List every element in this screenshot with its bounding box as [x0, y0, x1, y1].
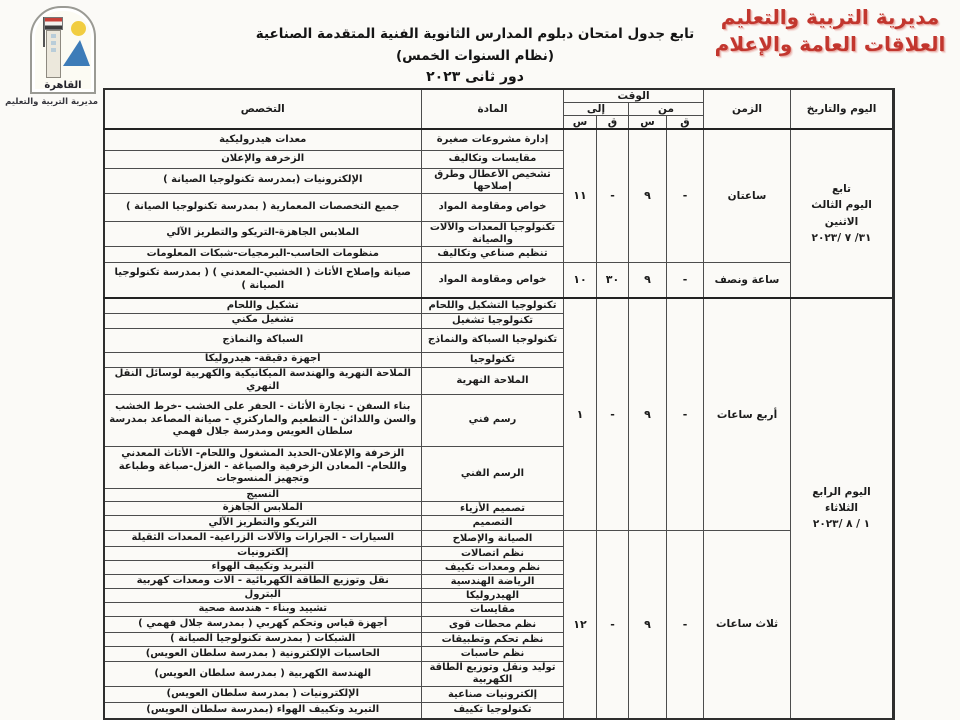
specialization-cell: صيانة وإصلاح الأثاث ( الخشبي-المعدني ) ( بمدرسة تكنولوجيا الصيانة ) — [104, 262, 422, 298]
subject-cell: إدارة مشروعات صغيرة — [422, 129, 564, 150]
building-icon — [46, 30, 61, 78]
day-date-cell — [791, 298, 894, 719]
sun-icon — [71, 21, 86, 36]
day-line: ٣١/ ٧ /٢٠٢٣ — [811, 231, 872, 244]
subject-cell: نظم محطات قوى — [422, 617, 564, 633]
col-header-from-hour: س — [629, 116, 667, 130]
time-to-hour-cell: ١٠ — [564, 262, 597, 298]
time-from-hour-cell: ٩ — [629, 531, 667, 719]
time-to-minute-cell: - — [597, 298, 629, 531]
subject-cell: تكنولوجيا التشكيل واللحام — [422, 298, 564, 313]
day-line: تابع — [831, 182, 851, 195]
document-title — [240, 24, 710, 85]
col-header-duration: الزمن — [704, 89, 791, 129]
duration-cell: أربع ساعات — [704, 298, 791, 531]
specialization-cell: الشبكات ( بمدرسة تكنولوجيا الصيانة ) — [104, 633, 422, 647]
duration-cell: ساعتان — [704, 129, 791, 262]
subject-cell: تكنولوجيا تكييف — [422, 703, 564, 719]
subject-cell: تكنولوجيا — [422, 352, 564, 367]
col-header-to-minute: ق — [597, 116, 629, 130]
col-header-time: الوقت — [564, 89, 704, 103]
subject-cell: إلكترونيات صناعية — [422, 687, 564, 703]
subject-cell: تكنولوجيا تشغيل — [422, 313, 564, 328]
col-header-to-hour: س — [564, 116, 597, 130]
time-to-minute-cell: ٣٠ — [597, 262, 629, 298]
subject-cell: نظم تحكم وتطبيقات — [422, 633, 564, 647]
title-line2: دور ثانى ٢٠٢٣ — [426, 69, 524, 86]
subject-cell: تشخيص الأعطال وطرق إصلاحها — [422, 168, 564, 193]
specialization-cell: تشييد وبناء - هندسة صحية — [104, 603, 422, 617]
time-to-minute-cell: - — [597, 531, 629, 719]
specialization-cell: الإلكترونيات ( بمدرسة سلطان العويس) — [104, 687, 422, 703]
col-header-day-date: اليوم والتاريخ — [791, 89, 894, 129]
subject-cell: نظم ومعدات تكييف — [422, 561, 564, 575]
col-header-from: من — [629, 103, 704, 116]
subject-cell: الرياضة الهندسية — [422, 575, 564, 589]
subject-cell: الهيدروليكا — [422, 589, 564, 603]
subject-cell: تكنولوجيا السباكة والنماذج — [422, 328, 564, 352]
egypt-flag-icon — [44, 17, 63, 30]
specialization-cell: معدات هيدروليكية — [104, 129, 422, 150]
specialization-cell: الملاحة النهرية والهندسة الميكانيكية والكهربية لوسائل النقل النهري — [104, 367, 422, 394]
col-header-from-minute: ق — [667, 116, 704, 130]
directorate-line2: العلاقات العامة والإعلام — [714, 32, 946, 56]
time-from-minute-cell: - — [667, 531, 704, 719]
subject-cell: نظم حاسبات — [422, 647, 564, 662]
pyramid-icon — [63, 40, 90, 66]
time-to-minute-cell: - — [597, 129, 629, 262]
subject-cell: الملاحة النهرية — [422, 367, 564, 394]
day-line: اليوم الرابع — [812, 485, 871, 498]
specialization-cell: أجهزة قياس وتحكم كهربي ( بمدرسة جلال فهمي ) — [104, 617, 422, 633]
specialization-cell: تشغيل مكني — [104, 313, 422, 328]
subject-cell: مقايسات — [422, 603, 564, 617]
subject-cell: الرسم الفني — [422, 446, 564, 502]
specialization-cell: الزخرفة والإعلان — [104, 150, 422, 168]
time-to-hour-cell: ١٢ — [564, 531, 597, 719]
specialization-cell: الملابس الجاهزة — [104, 502, 422, 516]
cairo-governorate-logo — [5, 6, 98, 107]
specialization-cell: التبريد وتكييف الهواء — [104, 561, 422, 575]
day-line: اليوم الثالث — [811, 199, 872, 212]
specialization-cell: تشكيل واللحام — [104, 298, 422, 313]
specialization-cell: أجهزة دقيقة- هيدروليكا — [104, 352, 422, 367]
specialization-cell: بناء السفن - نجارة الأثاث - الحفر على الخشب -خرط الخشب والسن واللدائن - التطعيم والماركتري - صيانة المصاعد بمدرسة سلطان العويس ومدرسة جلال فهمي — [104, 394, 422, 446]
time-to-hour-cell: ١ — [564, 298, 597, 531]
time-from-hour-cell: ٩ — [629, 262, 667, 298]
col-header-specialization: التخصص — [104, 89, 422, 129]
duration-cell: ساعة ونصف — [704, 262, 791, 298]
schedule-table — [103, 88, 896, 720]
logo-arch-icon — [30, 6, 96, 94]
specialization-cell: الهندسة الكهربية ( بمدرسة سلطان العويس) — [104, 662, 422, 687]
time-from-minute-cell: - — [667, 129, 704, 262]
col-header-subject: المادة — [422, 89, 564, 129]
time-from-hour-cell: ٩ — [629, 129, 667, 262]
time-from-hour-cell: ٩ — [629, 298, 667, 531]
day-line: ١ / ٨ /٢٠٢٣ — [812, 518, 871, 531]
directorate-heading — [705, 4, 955, 58]
time-to-hour-cell: ١١ — [564, 129, 597, 262]
specialization-cell: منظومات الحاسب-البرمجيات-شبكات المعلومات — [104, 246, 422, 262]
logo-caption: مديرية التربية والتعليم — [5, 97, 98, 107]
subject-cell: الصيانة والإصلاح — [422, 531, 564, 547]
day-line: الاثنين — [824, 215, 859, 228]
subject-cell: التصميم — [422, 516, 564, 531]
day-date-cell — [791, 129, 894, 298]
time-from-minute-cell: - — [667, 298, 704, 531]
col-header-to: إلى — [564, 103, 629, 116]
specialization-cell: الحاسبات الإلكترونية ( بمدرسة سلطان العويس) — [104, 647, 422, 662]
subject-cell: خواص ومقاومة المواد — [422, 193, 564, 221]
specialization-cell: التريكو والتطريز الآلي — [104, 516, 422, 531]
specialization-cell: جميع التخصصات المعمارية ( بمدرسة تكنولوجيا الصيانة ) — [104, 193, 422, 221]
specialization-cell: الإلكترونيات (بمدرسة تكنولوجيا الصيانة ) — [104, 168, 422, 193]
title-line1: تابع جدول امتحان دبلوم المدارس الثانوية الفنية المتقدمة الصناعية (نظام السنوات الخمس) — [255, 26, 695, 64]
logo-city-name: القاهرة — [44, 80, 82, 91]
subject-cell: توليد ونقل وتوزيع الطاقة الكهربية — [422, 662, 564, 687]
specialization-cell: البترول — [104, 589, 422, 603]
exam-schedule-table — [105, 88, 895, 720]
day-line: الثلاثاء — [824, 502, 859, 515]
subject-cell: تصميم الأزياء — [422, 502, 564, 516]
specialization-cell: السيارات - الجرارات والآلات الزراعية- المعدات الثقيلة — [104, 531, 422, 547]
subject-cell: رسم فني — [422, 394, 564, 446]
specialization-cell: التبريد وتكييف الهواء (بمدرسة سلطان العويس) — [104, 703, 422, 719]
subject-cell: تنظيم صناعي وتكاليف — [422, 246, 564, 262]
subject-cell: مقايسات وتكاليف — [422, 150, 564, 168]
subject-cell: خواص ومقاومة المواد — [422, 262, 564, 298]
time-from-minute-cell: - — [667, 262, 704, 298]
subject-cell: تكنولوجيا المعدات والآلات والصيانة — [422, 221, 564, 246]
specialization-cell: إلكترونيات — [104, 547, 422, 561]
duration-cell: ثلاث ساعات — [704, 531, 791, 719]
directorate-line1: مديرية التربية والتعليم — [720, 5, 940, 29]
specialization-cell: الملابس الجاهزة-التريكو والتطريز الآلي — [104, 221, 422, 246]
specialization-cell: النسيج — [104, 488, 422, 502]
subject-cell: نظم اتصالات — [422, 547, 564, 561]
specialization-cell: الزخرفة والإعلان-الحديد المشغول واللحام- الأثاث المعدني واللحام- المعادن الزخرفية والصياغة - الغزل-صباغة وطباعة وتجهيز المنسوجات — [104, 446, 422, 488]
specialization-cell: السباكة والنماذج — [104, 328, 422, 352]
specialization-cell: نقل وتوزيع الطاقة الكهربائية - آلات ومعدات كهربية — [104, 575, 422, 589]
